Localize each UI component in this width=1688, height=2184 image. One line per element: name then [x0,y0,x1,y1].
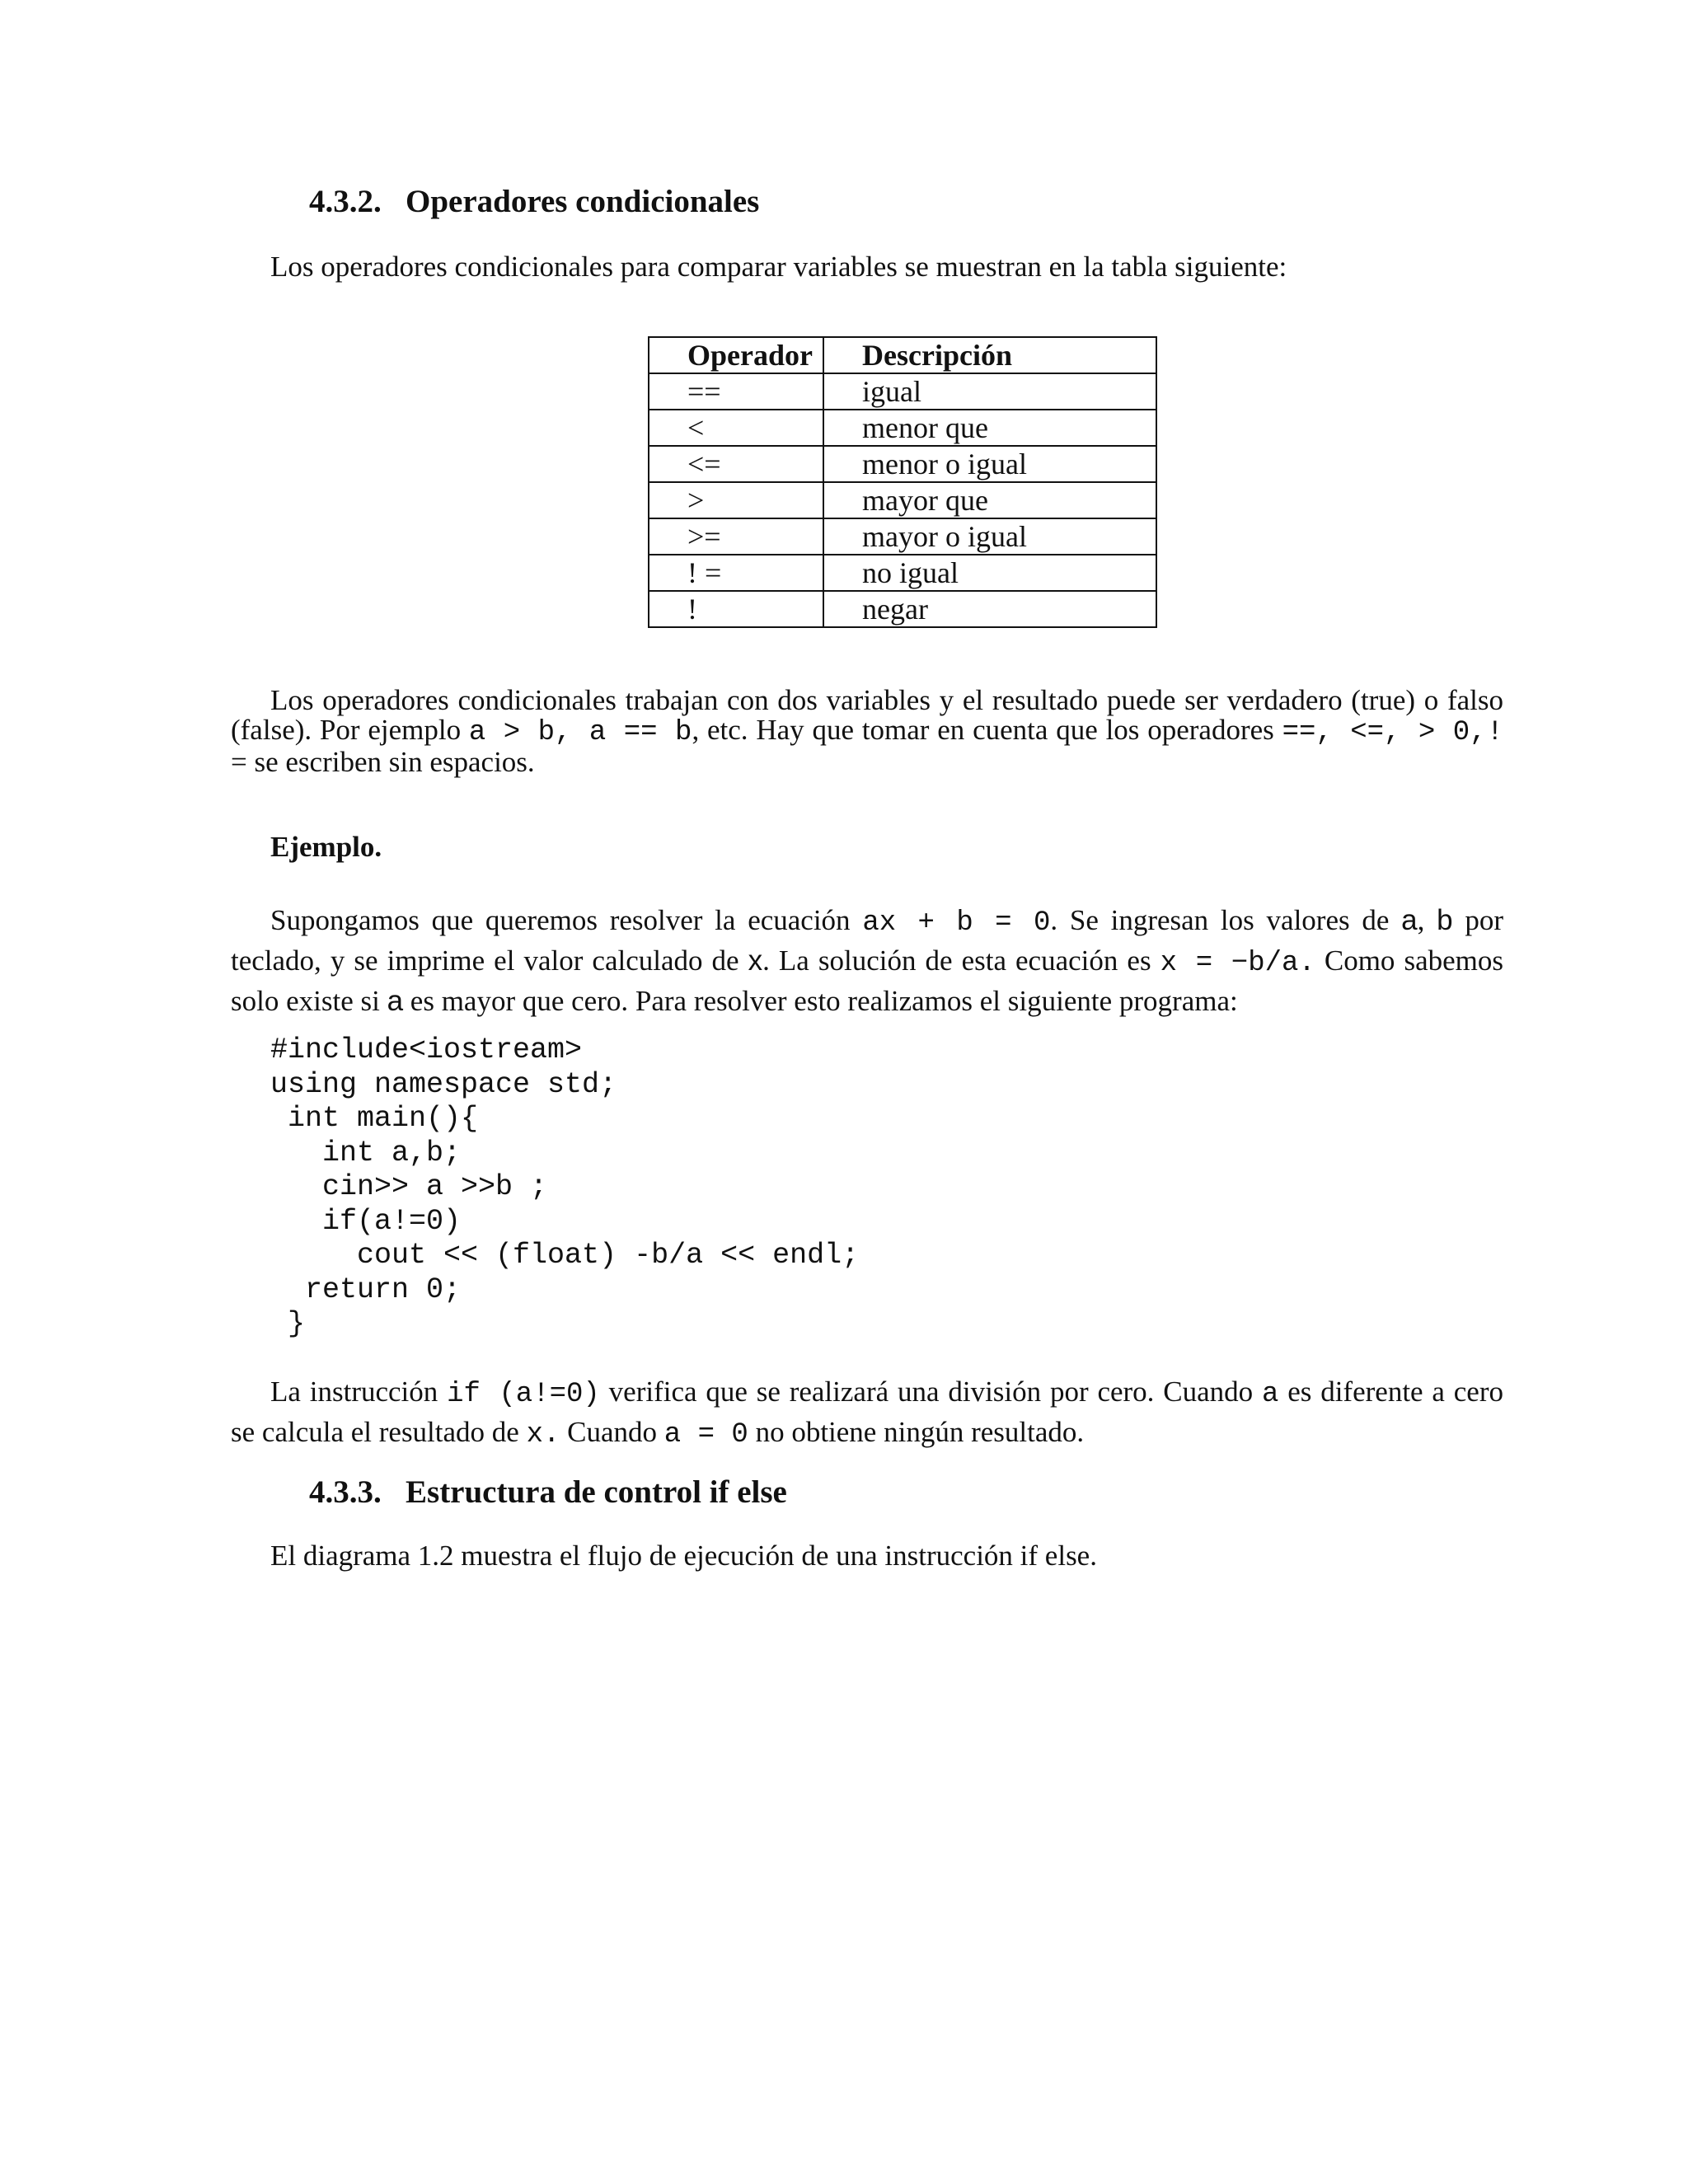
description-cell: no igual [823,555,1156,591]
text-run: Como sabemos solo existe si [231,944,1503,1017]
text-run: . La solución de esta ecuación es [762,944,1160,977]
operator-cell: >= [649,518,823,555]
text-run: Los operadores condicionales trabajan con dos variables y el resultado puede ser verdadero (true) o falso (false). Por ejemplo [231,684,1503,746]
code-inline: a = 0 [663,1419,748,1451]
code-inline: a > b, a == b [468,717,692,748]
operators-explanation-paragraph [231,686,1503,777]
description-cell: igual [823,373,1156,410]
table-row [649,591,1156,627]
text-run: Cuando [560,1416,664,1448]
section-title: Operadores condicionales [406,184,760,219]
code-inline: ==, <=, > 0,! [1282,717,1503,748]
variable-a: a [1401,904,1418,936]
code-inline: ax + b = 0 [862,907,1051,939]
section-number: 4.3.2. [309,184,382,219]
section-heading-4-3-3 [309,1474,787,1511]
header-descripcion: Descripción [823,337,1156,373]
variable-b: b [1437,904,1453,936]
description-cell: menor o igual [823,446,1156,482]
description-cell: mayor o igual [823,518,1156,555]
table-header-row [649,337,1156,373]
code-block: #include<iostream> using namespace std; int main(){ int a,b; cin>> a >>b ; if(a!=0) cout << (float) -b/a << endl; return 0; } [270,1033,860,1340]
if-explanation-paragraph [231,1373,1503,1454]
example-paragraph [231,902,1503,1020]
text-run: por teclado, y se imprime el valor calculado de [231,904,1504,977]
section-title: Estructura de control if else [406,1474,787,1510]
code-inline: x. [526,1419,560,1451]
text-run: Supongamos que queremos resolver la ecuación [270,904,863,936]
table-row [649,482,1156,518]
table-row [649,555,1156,591]
intro-paragraph: Los operadores condicionales para comparar variables se muestran en la tabla siguiente: [270,251,1287,283]
text-run: verifica que se realizará una división por cero. Cuando [599,1376,1262,1408]
table-row [649,446,1156,482]
section-heading-4-3-2 [309,183,759,220]
table-row [649,373,1156,410]
table-row [649,410,1156,446]
text-run: , [1417,904,1437,936]
description-cell: menor que [823,410,1156,446]
operator-cell: <= [649,446,823,482]
text-run: = se escriben sin espacios. [231,746,535,778]
example-label: Ejemplo. [270,831,382,863]
operator-cell: < [649,410,823,446]
description-cell: negar [823,591,1156,627]
description-cell: mayor que [823,482,1156,518]
operators-table [648,336,1157,628]
text-run: no obtiene ningún resultado. [748,1416,1085,1448]
text-run: La instrucción [270,1376,448,1408]
code-inline: x = −b/a. [1160,948,1315,979]
section-number: 4.3.3. [309,1474,382,1510]
header-operador: Operador [649,337,823,373]
variable-a: a [387,985,404,1017]
text-run: es diferente a cero se calcula el resultado de [231,1376,1503,1448]
operator-cell: ! [649,591,823,627]
operator-cell: ! = [649,555,823,591]
code-inline: a [1261,1379,1279,1410]
text-run: . Se ingresan los valores de [1050,904,1402,936]
table-row [649,518,1156,555]
text-run: , etc. Hay que tomar en cuenta que los operadores [692,714,1282,746]
text-run: es mayor que cero. Para resolver esto realizamos el siguiente programa: [403,985,1238,1017]
variable-x: x [748,944,763,977]
operator-cell: > [649,482,823,518]
operator-cell: == [649,373,823,410]
closing-paragraph: El diagrama 1.2 muestra el flujo de ejecución de una instrucción if else. [270,1540,1097,1572]
code-inline: if (a!=0) [447,1379,600,1410]
